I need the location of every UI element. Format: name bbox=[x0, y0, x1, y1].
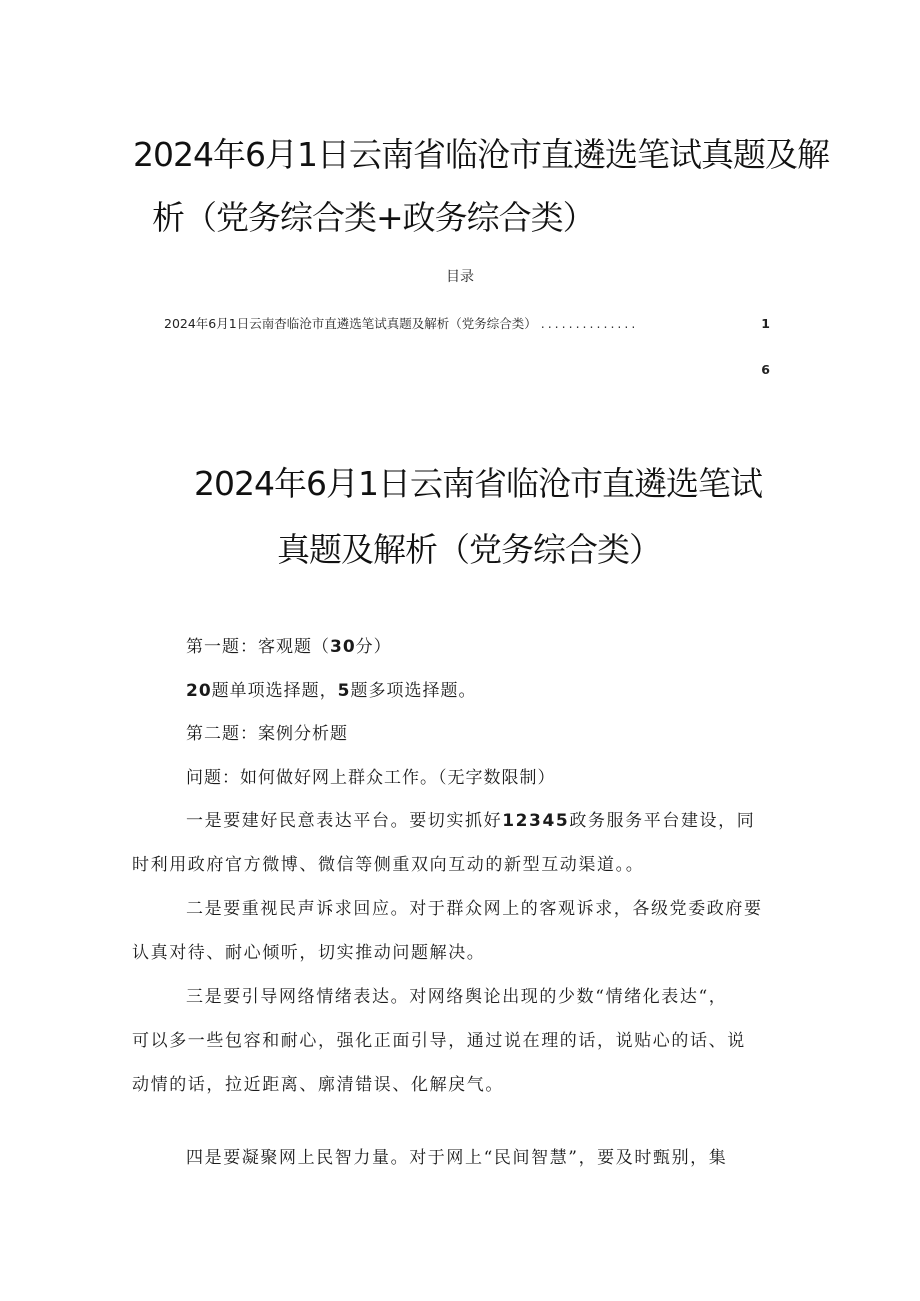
q1-num-multi: 5 bbox=[337, 681, 351, 701]
q1-suffix: 分） bbox=[355, 637, 392, 657]
section-title-line-1: 2024年6月1日云南省临沧市直遴选笔试 bbox=[194, 464, 762, 503]
toc-entry[interactable] bbox=[164, 314, 770, 334]
section-title-line-2: 真题及解析（党务综合类） bbox=[277, 530, 661, 569]
paragraph-3-line-1: 三是要引导网络情绪表达。对网络舆论出现的少数“情绪化表达“， bbox=[186, 987, 728, 1007]
paragraph-2-line-1: 二是要重视民声诉求回应。对于群众网上的客观诉求，各级党委政府要 bbox=[186, 899, 763, 919]
toc-heading: 目录 bbox=[446, 269, 474, 285]
document-title-line-2: 析（党务综合类+政务综合类） bbox=[152, 198, 595, 237]
p1-line1-b: 政务服务平台建设，同 bbox=[569, 811, 756, 831]
question-2-heading: 第二题：案例分析题 bbox=[186, 724, 348, 744]
toc-entry[interactable] bbox=[164, 362, 770, 382]
q1-prefix: 第一题：客观题（ bbox=[186, 637, 330, 657]
q1-detail-mid: 题单项选择题， bbox=[211, 681, 338, 701]
paragraph-2-line-2: 认真对待、耐心倾听，切实推动问题解决。 bbox=[132, 943, 486, 963]
toc-entry-leader: .............. bbox=[540, 316, 639, 331]
question-text: 问题：如何做好网上群众工作。（无字数限制） bbox=[186, 768, 556, 788]
paragraph-1-line-2: 时利用政府官方微博、微信等侧重双向互动的新型互动渠道。。 bbox=[132, 855, 645, 875]
p1-line1-a: 一是要建好民意表达平台。要切实抓好 bbox=[186, 811, 503, 831]
q1-score: 30 bbox=[330, 637, 356, 657]
document-title-line-1: 2024年6月1日云南省临沧市直遴选笔试真题及解 bbox=[133, 135, 829, 174]
toc-entry-page: 1 bbox=[761, 316, 770, 331]
q1-num-single: 20 bbox=[186, 681, 212, 701]
paragraph-3-line-2: 可以多一些包容和耐心，强化正面引导，通过说在理的话，说贴心的话、说 bbox=[132, 1031, 746, 1051]
toc-entry-text: 2024年6月1日云南杳临沧市直遴选笔试真题及解析（党务综合类） bbox=[164, 316, 537, 331]
paragraph-1-line-1 bbox=[186, 810, 755, 832]
paragraph-4-line-1: 四是要凝聚网上民智力量。对于网上“民间智慧”，要及时甄别，集 bbox=[186, 1148, 728, 1168]
paragraph-3-line-3: 动情的话，拉近距离、廓清错误、化解戾气。 bbox=[132, 1075, 504, 1095]
question-1-heading bbox=[186, 636, 392, 658]
question-1-detail bbox=[186, 680, 477, 702]
p1-line1-number: 12345 bbox=[502, 811, 570, 831]
toc-entry-page: 6 bbox=[761, 362, 770, 377]
q1-detail-end: 题多项选择题。 bbox=[350, 681, 477, 701]
